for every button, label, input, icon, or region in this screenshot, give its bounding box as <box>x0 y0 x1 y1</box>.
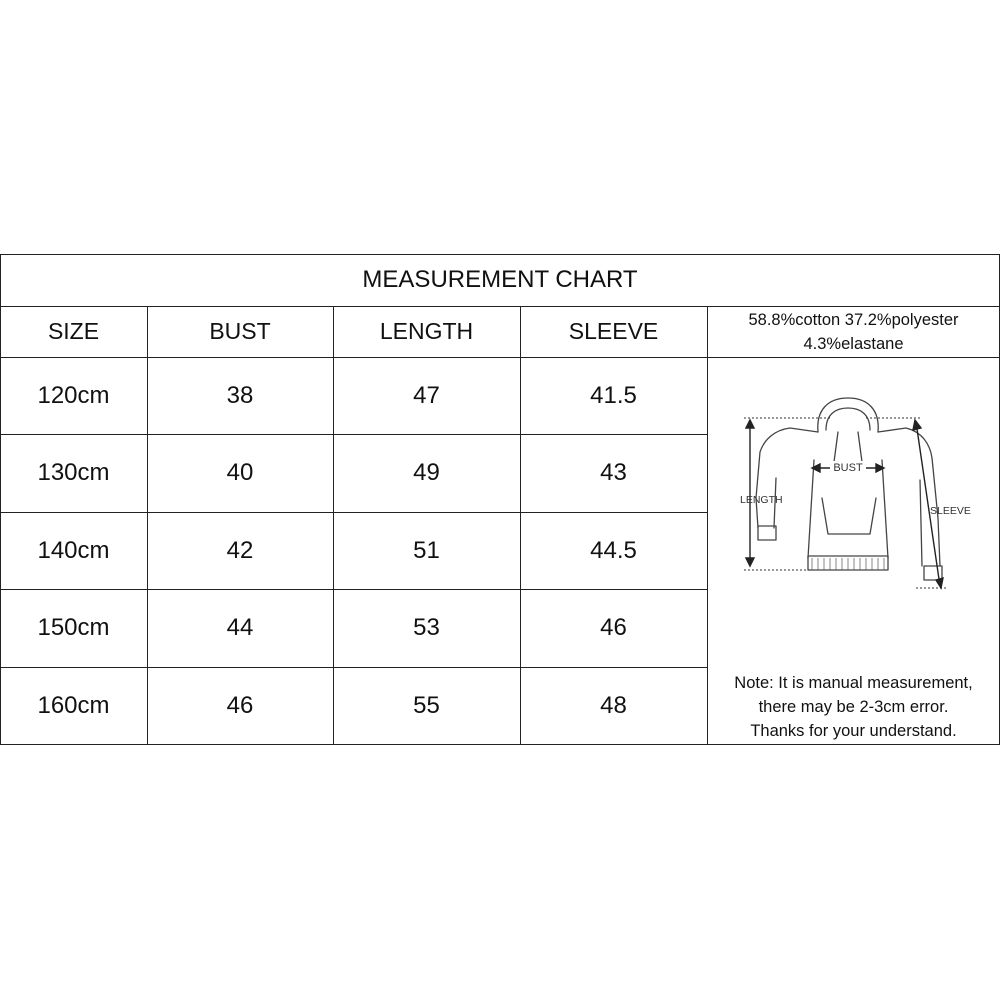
border-bottom <box>0 744 1000 745</box>
length-arrow-top <box>746 420 754 428</box>
pocket-outline <box>822 498 876 534</box>
note-line-1: Note: It is manual measurement, <box>734 673 973 692</box>
sleeve-label: SLEEVE <box>930 505 971 517</box>
cell-bust: 46 <box>226 691 254 719</box>
cell-sleeve: 43 <box>600 459 627 486</box>
body-right <box>882 460 888 558</box>
header-size: SIZE <box>47 318 100 344</box>
note-line-3: Thanks for your understand. <box>750 721 957 740</box>
cell-bust: 40 <box>226 459 254 486</box>
fabric-line-2: 4.3%elastane <box>803 334 904 353</box>
drawstring-left <box>834 432 838 462</box>
header-sleeve: SLEEVE <box>568 318 659 344</box>
note-line-2: there may be 2-3cm error. <box>758 697 949 716</box>
cell-bust: 42 <box>226 536 254 564</box>
left-cuff <box>758 526 776 540</box>
cell-sleeve: 46 <box>600 614 627 641</box>
drawstring-right <box>858 432 862 462</box>
bust-label: BUST <box>833 462 863 474</box>
header-length: LENGTH <box>379 318 474 344</box>
cell-bust: 44 <box>226 614 254 641</box>
chart-title: MEASUREMENT CHART <box>362 266 638 293</box>
fabric-composition <box>707 306 1000 357</box>
cell-length: 49 <box>413 459 440 486</box>
cell-sleeve: 44.5 <box>590 536 637 564</box>
hood-outline <box>818 398 878 432</box>
length-arrow-bottom <box>746 558 754 566</box>
measurement-note <box>707 669 1000 744</box>
header-bust: BUST <box>209 318 271 344</box>
cell-size: 120cm <box>37 381 110 409</box>
hood-inner <box>826 408 870 430</box>
hoodie-diagram <box>730 388 980 603</box>
cell-size: 130cm <box>37 459 110 486</box>
cell-bust: 38 <box>226 381 254 409</box>
cell-length: 51 <box>413 536 440 564</box>
left-sleeve-outer <box>756 428 818 528</box>
cell-sleeve: 48 <box>600 691 627 719</box>
length-label: LENGTH <box>740 494 783 506</box>
right-sleeve-inner <box>920 480 922 566</box>
cell-size: 160cm <box>37 691 110 719</box>
cell-sleeve: 41.5 <box>590 381 637 409</box>
cell-length: 47 <box>413 381 440 409</box>
cell-size: 150cm <box>37 614 110 641</box>
body-left <box>808 460 814 558</box>
waistband-ribbing <box>812 558 884 570</box>
fabric-line-1: 58.8%cotton 37.2%polyester <box>748 310 959 329</box>
cell-length: 53 <box>413 614 440 641</box>
cell-size: 140cm <box>37 536 110 564</box>
sleeve-arrow-top <box>913 420 921 430</box>
cell-length: 55 <box>413 691 440 719</box>
sleeve-arrow-bottom <box>936 578 943 588</box>
